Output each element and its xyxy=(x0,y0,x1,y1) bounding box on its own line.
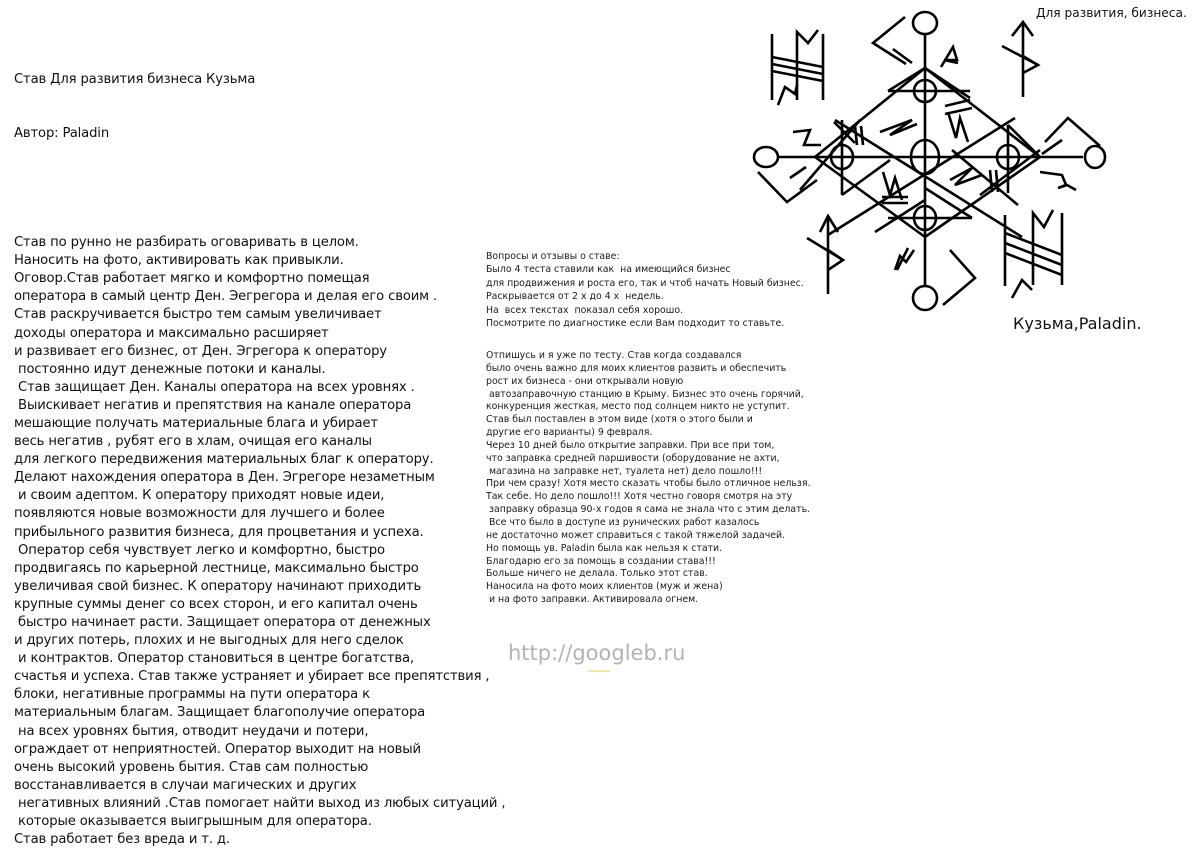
body-text-line: доходы оператора и максимально расширяет xyxy=(14,325,329,341)
body-text-line: ограждает от неприятностей. Оператор выходит на новый xyxy=(14,741,421,757)
review-summary-line: Вопросы и отзывы о ставе: xyxy=(486,251,620,262)
body-text-line: Став защищает Ден. Каналы оператора на всех уровнях . xyxy=(14,379,415,395)
testimonial-line: что заправка средней паршивости (оборудование не ахти, xyxy=(486,452,780,464)
body-text-line: прибыльного развития бизнеса, для процветания и успеха. xyxy=(14,524,424,540)
body-text-line: продвигаясь по карьерной лестнице, максимально быстро xyxy=(14,560,419,576)
testimonial-line: было очень важно для моих клиентов развить и обеспечить xyxy=(486,362,787,374)
testimonial-line: автозаправочную станцию в Крыму. Бизнес это очень горячий, xyxy=(486,388,804,400)
review-summary-line: Посмотрите по диагностике если Вам подходит то ставьте. xyxy=(486,318,785,330)
description-body xyxy=(14,234,506,849)
review-summary-line: На всех текстах показал себя хорошо. xyxy=(486,304,684,316)
diagram-caption-top: Для развития, бизнеса. xyxy=(1036,6,1187,20)
body-text-line: Оператор себя чувствует легко и комфортно, быстро xyxy=(14,542,385,558)
body-text-line: которые оказывается выигрышным для оператора. xyxy=(14,814,372,830)
body-text-line: Став работает без вреда и т. д. xyxy=(14,832,230,848)
testimonial-line: Так себе. Но дело пошло!!! Хотя честно говоря смотря на эту xyxy=(486,491,793,503)
body-text-line: мешающие получать материальные блага и убирает xyxy=(14,415,378,431)
body-text-line: Выискивает негатив и препятствия на канале оператора xyxy=(14,397,412,413)
body-text-line: быстро начинает расти. Защищает оператора от денежных xyxy=(14,615,431,630)
body-text-line: Став раскручивается быстро тем самым увеличивает xyxy=(14,307,382,323)
testimonial-line: рост их бизнеса - они открывали новую xyxy=(486,375,684,387)
rune-stav-diagram xyxy=(740,0,1200,340)
testimonial-line: конкуренция жесткая, место под солнцем никто не уступит. xyxy=(486,401,790,413)
body-text-line: крупные суммы денег со всех сторон, и его капитал очень xyxy=(14,596,418,612)
body-text-line: и других потерь, плохих и не выгодных для него сделок xyxy=(14,633,404,649)
testimonial-line: Больше ничего не делала. Только этот став. xyxy=(486,568,708,580)
spacer xyxy=(14,180,494,198)
body-text-line: очень высокий уровень бытия. Став сам полностью xyxy=(14,759,369,775)
diagram-author-caption: Кузьма,Paladin. xyxy=(1013,314,1142,333)
testimonial-line: заправку образца 90-х годов я сама не знала что с этим делать. xyxy=(486,504,811,516)
watermark-underline xyxy=(588,670,610,672)
body-text-line: постоянно идут денежные потоки и каналы. xyxy=(14,361,326,377)
testimonial-line: При чем сразу! Хотя место сказать чтобы было отличное нельзя. xyxy=(486,478,811,490)
body-text-line: появляются новые возможности для лучшего и более xyxy=(14,506,385,522)
body-text-line: и контрактов. Оператор становиться в центре богатства, xyxy=(14,651,415,667)
testimonial-line: Став был поставлен в этом виде (хотя о этого были и xyxy=(486,414,753,426)
testimonial-line: и на фото заправки. Активировала огнем. xyxy=(486,594,699,606)
body-text-line: для легкого передвижения материальных благ к оператору. xyxy=(14,452,434,468)
body-text-line: счастья и успеха. Став также устраняет и убирает все препятствия , xyxy=(14,669,490,685)
author-line: Автор: Paladin xyxy=(14,126,110,142)
review-summary-line: для продвижения и роста его, так и чтоб начать Новый бизнес. xyxy=(486,277,804,289)
body-text-line: Оговор.Став работает мягко и комфортно помещая xyxy=(14,271,370,287)
testimonial-line: Через 10 дней было открытие заправки. При все при том, xyxy=(486,439,775,451)
testimonial-line: Но помощь ув. Paladin была как нельзя к стати. xyxy=(486,542,723,554)
review-testimonial xyxy=(486,350,826,607)
review-summary-line: Было 4 теста ставили как на имеющийся бизнес xyxy=(486,264,731,276)
body-text-line: восстанавливается в случаи магических и других xyxy=(14,777,357,793)
testimonial-line: Благодарю его за помощь в создании става!!! xyxy=(486,555,716,567)
testimonial-line: Наносила на фото моих клиентов (муж и жена) xyxy=(486,581,723,593)
stav-description xyxy=(14,35,506,867)
body-text-line: негативных влияний .Став помогает найти выход из любых ситуаций , xyxy=(14,795,506,811)
body-text-line: Наносить на фото, активировать как привыкли. xyxy=(14,253,344,269)
watermark-url: http://googleb.ru xyxy=(508,641,686,665)
body-text-line: блоки, негативные программы на пути оператора к xyxy=(14,687,370,703)
review-summary-line: Раскрывается от 2 х до 4 х недель. xyxy=(486,291,664,303)
testimonial-line: не достаточно может справиться с такой тяжелой задачей. xyxy=(486,529,786,541)
body-text-line: и своим адептом. К оператору приходят новые идеи, xyxy=(14,488,385,504)
testimonial-line: магазина на заправке нет, туалета нет) дело пошло!!! xyxy=(486,465,763,477)
body-text-line: увеличивая свой бизнес. К оператору начинают приходить xyxy=(14,578,422,594)
body-text-line: Делают нахождения оператора в Ден. Эгрегоре незаметным xyxy=(14,470,435,486)
document-title: Став Для развития бизнеса Кузьма xyxy=(14,72,256,88)
body-text-line: на всех уровнях бытия, отводит неудачи и потери, xyxy=(14,723,369,739)
body-text-line: материальным благам. Защищает благополучие оператора xyxy=(14,705,426,721)
testimonial-line: Отпишусь и я уже по тесту. Став когда создавался xyxy=(486,350,742,361)
body-text-line: весь негатив , рубят его в хлам, очищая его каналы xyxy=(14,434,372,450)
body-text-line: оператора в самый центр Ден. Эегрегора и делая его своим . xyxy=(14,289,438,305)
body-text-line: и развивает его бизнес, от Ден. Эгрегора к оператору xyxy=(14,343,387,359)
testimonial-line: Все что было в доступе из рунических работ казалось xyxy=(486,516,760,528)
testimonial-line: другие его варианты) 9 февраля. xyxy=(486,427,653,439)
body-text-line: Став по рунно не разбирать оговаривать в целом. xyxy=(14,235,359,251)
